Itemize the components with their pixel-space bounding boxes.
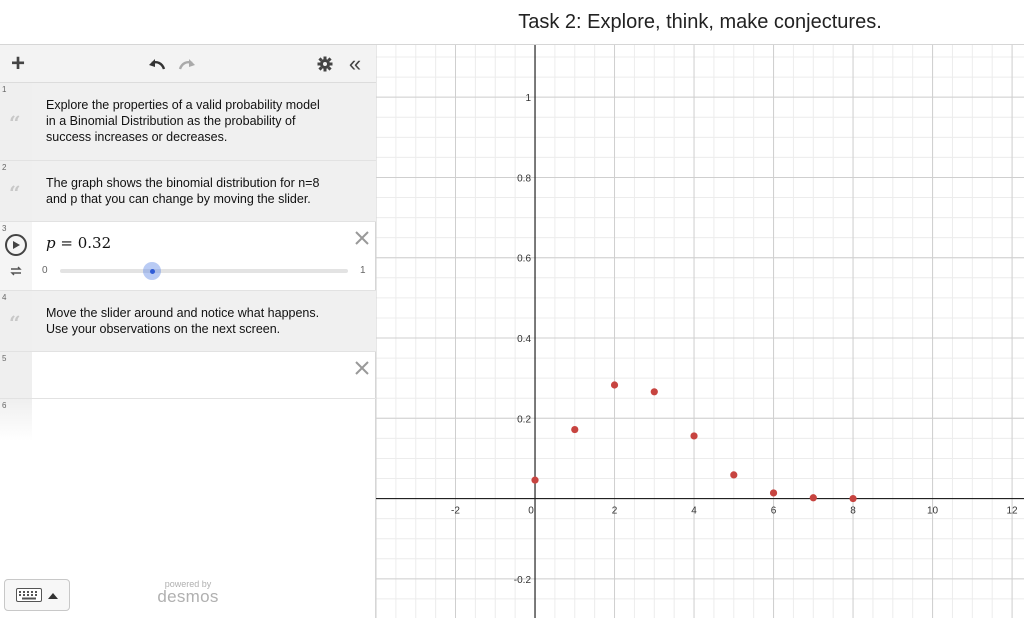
expression-item-note[interactable] xyxy=(0,291,376,352)
x-tick-label: 4 xyxy=(691,505,697,517)
y-tick-label: -0.2 xyxy=(513,574,532,586)
note-text: Explore the properties of a valid probability model in a Binomial Distribution as the probability of success increases or decreases. xyxy=(46,98,320,144)
slider-variable: p xyxy=(46,234,56,252)
expression-index: 6 xyxy=(2,401,7,410)
y-tick-label: 0.2 xyxy=(517,414,532,426)
expression-gutter xyxy=(0,161,32,221)
slider-value: 0.32 xyxy=(77,234,112,252)
close-icon xyxy=(354,230,370,246)
data-point[interactable] xyxy=(571,426,578,433)
expression-gutter xyxy=(0,352,32,398)
expression-gutter xyxy=(0,291,32,351)
slider-loop-icon xyxy=(10,266,22,276)
note-quote-icon: “ xyxy=(9,311,21,335)
play-slider-button[interactable] xyxy=(5,234,27,256)
data-point[interactable] xyxy=(770,489,777,496)
note-quote-icon: “ xyxy=(9,181,21,205)
plus-icon: + xyxy=(10,50,25,77)
y-tick-label: 0.6 xyxy=(517,253,532,265)
note-body[interactable] xyxy=(32,161,376,221)
y-tick-label: 1 xyxy=(525,93,532,105)
note-text: Move the slider around and notice what happens. Use your observations on the next screen. xyxy=(46,306,320,336)
data-point[interactable] xyxy=(690,432,697,439)
undo-icon xyxy=(147,57,167,71)
keyboard-icon xyxy=(16,588,42,602)
expression-panel xyxy=(0,44,376,618)
data-point[interactable] xyxy=(611,381,618,388)
graph-paper[interactable] xyxy=(376,44,1024,618)
expression-item-empty[interactable] xyxy=(0,352,376,399)
undo-button[interactable] xyxy=(146,45,168,83)
redo-button[interactable] xyxy=(176,45,198,83)
note-body[interactable] xyxy=(32,83,376,160)
expression-index: 3 xyxy=(2,224,7,233)
expression-gutter xyxy=(0,222,32,290)
slider-settings-button[interactable] xyxy=(10,266,22,279)
slider-track[interactable] xyxy=(60,269,348,273)
add-item-button[interactable] xyxy=(6,45,30,83)
expression-item-note[interactable] xyxy=(0,161,376,222)
slider-min[interactable]: 0 xyxy=(42,265,48,276)
x-tick-label: 10 xyxy=(927,505,939,517)
page-title: Task 2: Explore, think, make conjectures. xyxy=(518,11,882,33)
x-tick-label: 0 xyxy=(528,505,534,517)
keyboard-toggle-button[interactable] xyxy=(4,579,70,611)
slider-thumb-dot xyxy=(150,269,155,274)
play-icon xyxy=(11,240,21,250)
x-tick-label: -2 xyxy=(451,505,460,517)
expression-toolbar xyxy=(0,45,376,83)
expression-index: 1 xyxy=(2,85,7,94)
expression-gutter xyxy=(0,399,32,441)
graph-canvas[interactable] xyxy=(376,45,1024,618)
x-tick-label: 2 xyxy=(611,505,618,517)
slider-expression[interactable] xyxy=(46,234,111,252)
y-tick-label: 0.4 xyxy=(517,334,532,346)
expression-item-note[interactable] xyxy=(0,83,376,161)
settings-button[interactable] xyxy=(314,45,336,83)
note-body[interactable] xyxy=(32,291,376,351)
delete-expression-button[interactable] xyxy=(354,360,370,376)
data-point[interactable] xyxy=(651,388,658,395)
double-chevron-left-icon: « xyxy=(348,51,362,76)
redo-icon xyxy=(177,57,197,71)
note-quote-icon: “ xyxy=(9,111,21,135)
slider-operator: = xyxy=(60,234,73,252)
x-tick-label: 8 xyxy=(850,505,856,517)
collapse-panel-button[interactable] xyxy=(342,45,368,83)
desmos-logo: desmos xyxy=(157,587,219,606)
delete-expression-button[interactable] xyxy=(354,230,370,246)
expression-input[interactable] xyxy=(32,399,346,441)
expression-input[interactable] xyxy=(32,352,346,398)
y-tick-label: 0.8 xyxy=(517,173,532,185)
data-point[interactable] xyxy=(730,471,737,478)
expression-index: 4 xyxy=(2,293,7,302)
expression-item-empty[interactable] xyxy=(0,399,376,441)
powered-by-text: powered by xyxy=(164,579,212,589)
x-tick-label: 12 xyxy=(1006,505,1018,517)
data-point[interactable] xyxy=(810,494,817,501)
expression-item-slider[interactable] xyxy=(0,222,376,291)
data-point[interactable] xyxy=(849,495,856,502)
expression-gutter xyxy=(0,83,32,160)
gear-icon xyxy=(317,56,333,72)
data-point[interactable] xyxy=(531,477,538,484)
expression-index: 2 xyxy=(2,163,7,172)
slider-thumb[interactable] xyxy=(143,262,161,280)
powered-by-desmos[interactable] xyxy=(150,579,226,605)
slider-max[interactable]: 1 xyxy=(360,265,366,276)
close-icon xyxy=(354,360,370,376)
caret-up-icon xyxy=(48,592,58,599)
x-tick-label: 6 xyxy=(770,505,777,517)
note-text: The graph shows the binomial distribution for n=8 and p that you can change by moving the slider. xyxy=(46,176,320,206)
expression-index: 5 xyxy=(2,354,7,363)
